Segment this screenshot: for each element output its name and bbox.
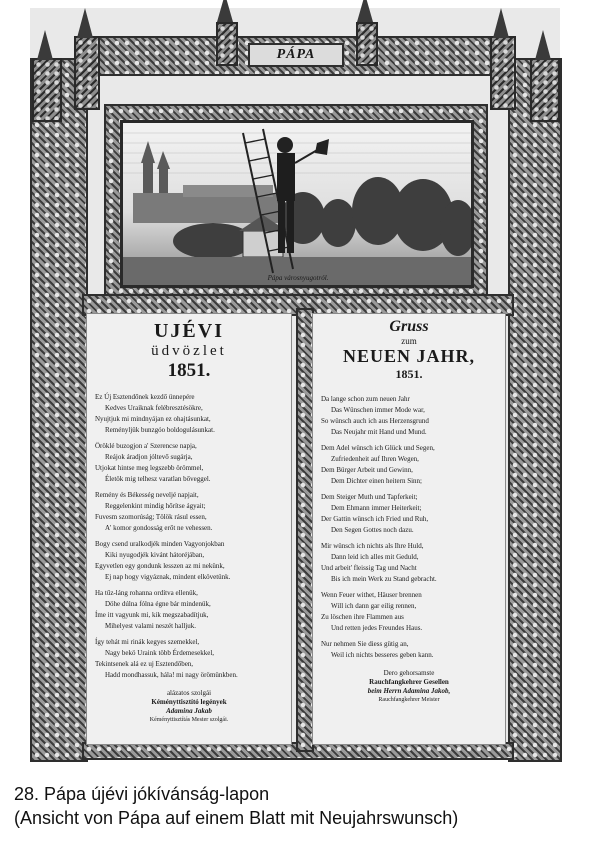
hungarian-signature <box>87 689 291 725</box>
poem-line: Egyvetlen egy gondunk lesszen az mi nekünk, <box>95 562 225 570</box>
poem-line: Weil ich nichts besseres geben kann. <box>331 651 434 659</box>
poster-sheet <box>30 8 560 760</box>
poem-line: Dem Ehmann immer Heiterkeit; <box>331 504 422 512</box>
german-title: Gruss <box>389 318 429 335</box>
poem-line: Dann leid ich alles mit Geduld, <box>331 553 419 561</box>
spire-right-inner <box>493 8 509 38</box>
spire-center-left <box>217 0 233 22</box>
ornament-right-border <box>508 58 562 762</box>
poem-stanza <box>95 490 283 534</box>
poem-line: Will ich dann gar eilig rennen, <box>331 602 417 610</box>
hungarian-greeting-panel <box>86 313 292 745</box>
poem-line: Reájok áradjon jóltevő sugárja, <box>105 453 193 461</box>
poem-line: Íme itt vagyunk mi, kik megszabadítjuk, <box>95 611 209 619</box>
poem-line: Und arbeit' fleissig Tag und Nacht <box>321 564 417 572</box>
poem-line: Mir wünsch ich nichts als Ihre Huld, <box>321 542 424 550</box>
poem-line: Kiki nyugodjék kivánt hátoréjában, <box>105 551 205 559</box>
poem-line: Fuvesm szomorúság; Tölök rásul essen, <box>95 513 207 521</box>
poem-line: Nyujtjuk mi mindnyájan ez ohajtásunkat, <box>95 415 211 423</box>
poem-line: Dem Steiger Muth und Tapferkeit; <box>321 493 418 501</box>
hungarian-subtitle: üdvözlet <box>151 343 227 359</box>
poem-line: Ez Új Esztendőnek kezdő ünnepére <box>95 393 195 401</box>
poem-line: Döhe dúlna fólna égne bár mindenük, <box>105 600 211 608</box>
german-title-main: NEUEN JAHR, <box>342 346 475 366</box>
tower-center-right <box>356 22 378 66</box>
poem-line: Reményljük bunzgóo boldogulásunkat. <box>105 426 215 434</box>
poem-line: Életök mig telhesz varatlan bőveggel. <box>105 475 211 483</box>
poem-stanza <box>321 541 497 585</box>
poem-stanza <box>95 588 283 632</box>
poem-stanza <box>95 539 283 583</box>
poem-line: Wenn Feuer withet, Häuser brennen <box>321 591 422 599</box>
engraving-caption: Pápa városnyugotról. <box>267 274 329 282</box>
poem-line: Remény és Békesség neveljé napjait, <box>95 491 199 499</box>
town-engraving <box>120 120 474 288</box>
poem-line: So wünsch auch ich aus Herzensgrund <box>321 417 429 425</box>
caption-line-1: 28. Pápa újévi jókívánság-lapon <box>14 784 270 804</box>
tower-left-inner <box>74 36 100 110</box>
ornament-left-border <box>30 58 88 762</box>
tower-center-left <box>216 22 238 66</box>
poem-line: Bogy csend uralkodjék minden Vagyonjokban <box>95 540 225 548</box>
poem-line: Nagy bekö Uraink több Érdemesekkel, <box>105 649 215 657</box>
poem-line: Utjokat hintse meg legszebb örömmel, <box>95 464 204 472</box>
poem-line: Den Segen Gottes noch dazu. <box>331 526 414 534</box>
poem-line: Zufriedenheit auf Ihren Wegen, <box>331 455 419 463</box>
german-sign-name: Rauchfangkehrer Gesellen <box>369 678 449 686</box>
poem-line: Hadd mondhassuk, hála! mi nagy örömünkben. <box>105 671 238 679</box>
poem-line: Dem Adel wünsch ich Glück und Segen, <box>321 444 435 452</box>
poem-line: Und retten jedes Freundes Haus. <box>331 624 423 632</box>
poem-stanza <box>321 590 497 634</box>
poem-stanza <box>321 639 497 661</box>
german-year: 1851. <box>395 367 423 381</box>
poem-line: Der Gattin wünsch ich Fried und Ruh, <box>321 515 429 523</box>
poem-stanza <box>95 392 283 436</box>
hungarian-year: 1851. <box>167 360 211 381</box>
poem-line: Ha tűz-láng rohanna ordítva ellenük, <box>95 589 198 597</box>
german-sign-pre: Dero gehorsamste <box>383 669 435 677</box>
hungarian-sign-name: Kéményttisztító legények <box>151 698 227 706</box>
poem-stanza <box>95 637 283 681</box>
spire-left-outer <box>37 30 53 60</box>
poem-line: Bis ich mein Werk zu Stand gebracht. <box>331 575 437 583</box>
tower-right-outer <box>530 58 560 122</box>
german-poem <box>313 394 505 661</box>
german-subtitle: zum <box>401 336 417 346</box>
german-greeting-panel <box>312 313 506 745</box>
poem-stanza <box>95 441 283 485</box>
poem-line: Kedves Uraiknak felébresztésökre, <box>105 404 203 412</box>
poem-line: Dem Dichter einen heitern Sinn; <box>331 477 422 485</box>
spire-left-inner <box>77 8 93 38</box>
poem-line: Nur nehmen Sie diess gütig an, <box>321 640 409 648</box>
poem-line: A' komor gondosság erőt ne vehessen. <box>105 524 213 532</box>
spire-right-outer <box>535 30 551 60</box>
poem-line: Das Wünschen immer Mode war, <box>331 406 425 414</box>
german-sign-role: Rauchfangkehrer Meister <box>378 697 440 703</box>
poem-stanza <box>321 394 497 438</box>
poem-line: Így tehát mi rinák kegyes szemekkel, <box>95 638 200 646</box>
poem-line: Öröklé buzogjon a' Szerencse napja, <box>95 442 197 450</box>
poem-stanza <box>321 443 497 487</box>
town-title: PÁPA <box>248 43 344 67</box>
tower-right-inner <box>490 36 516 110</box>
spire-center-right <box>357 0 373 22</box>
engraving-illustration <box>123 123 471 285</box>
poem-line: Dem Bürger Arbeit und Gewinn, <box>321 466 413 474</box>
poem-line: Mihelyest valami neszét halljuk. <box>105 622 196 630</box>
caption-line-2: (Ansicht von Pápa auf einem Blatt mit Neujahrswunsch) <box>14 808 459 828</box>
poem-line: Das Neujahr mit Hand und Mund. <box>331 428 427 436</box>
poem-line: Reggelenkint mindig hőrítse ágyait; <box>105 502 206 510</box>
tower-left-outer <box>32 58 62 122</box>
poem-line: Ej nap hogy vigyáznak, mindent elkövetünk. <box>105 573 231 581</box>
german-sign-master: beim Herrn Adamina Jakob, <box>367 687 451 695</box>
poem-line: Tekintsenek alá ez uj Esztendőben, <box>95 660 194 668</box>
poem-line: Da lange schon zum neuen Jahr <box>321 395 410 403</box>
hungarian-sign-pre: alázatos szolgái <box>166 689 212 697</box>
poem-stanza <box>321 492 497 536</box>
hungarian-sign-master: Adamina Jakab <box>166 707 212 715</box>
hungarian-title: UJÉVI <box>153 320 224 342</box>
hungarian-sign-role: Kéményttisztítás Mester szolgái. <box>149 717 229 723</box>
german-signature <box>313 669 505 705</box>
poem-line: Zu löschen ihre Flammen aus <box>321 613 404 621</box>
hungarian-poem <box>87 392 291 681</box>
